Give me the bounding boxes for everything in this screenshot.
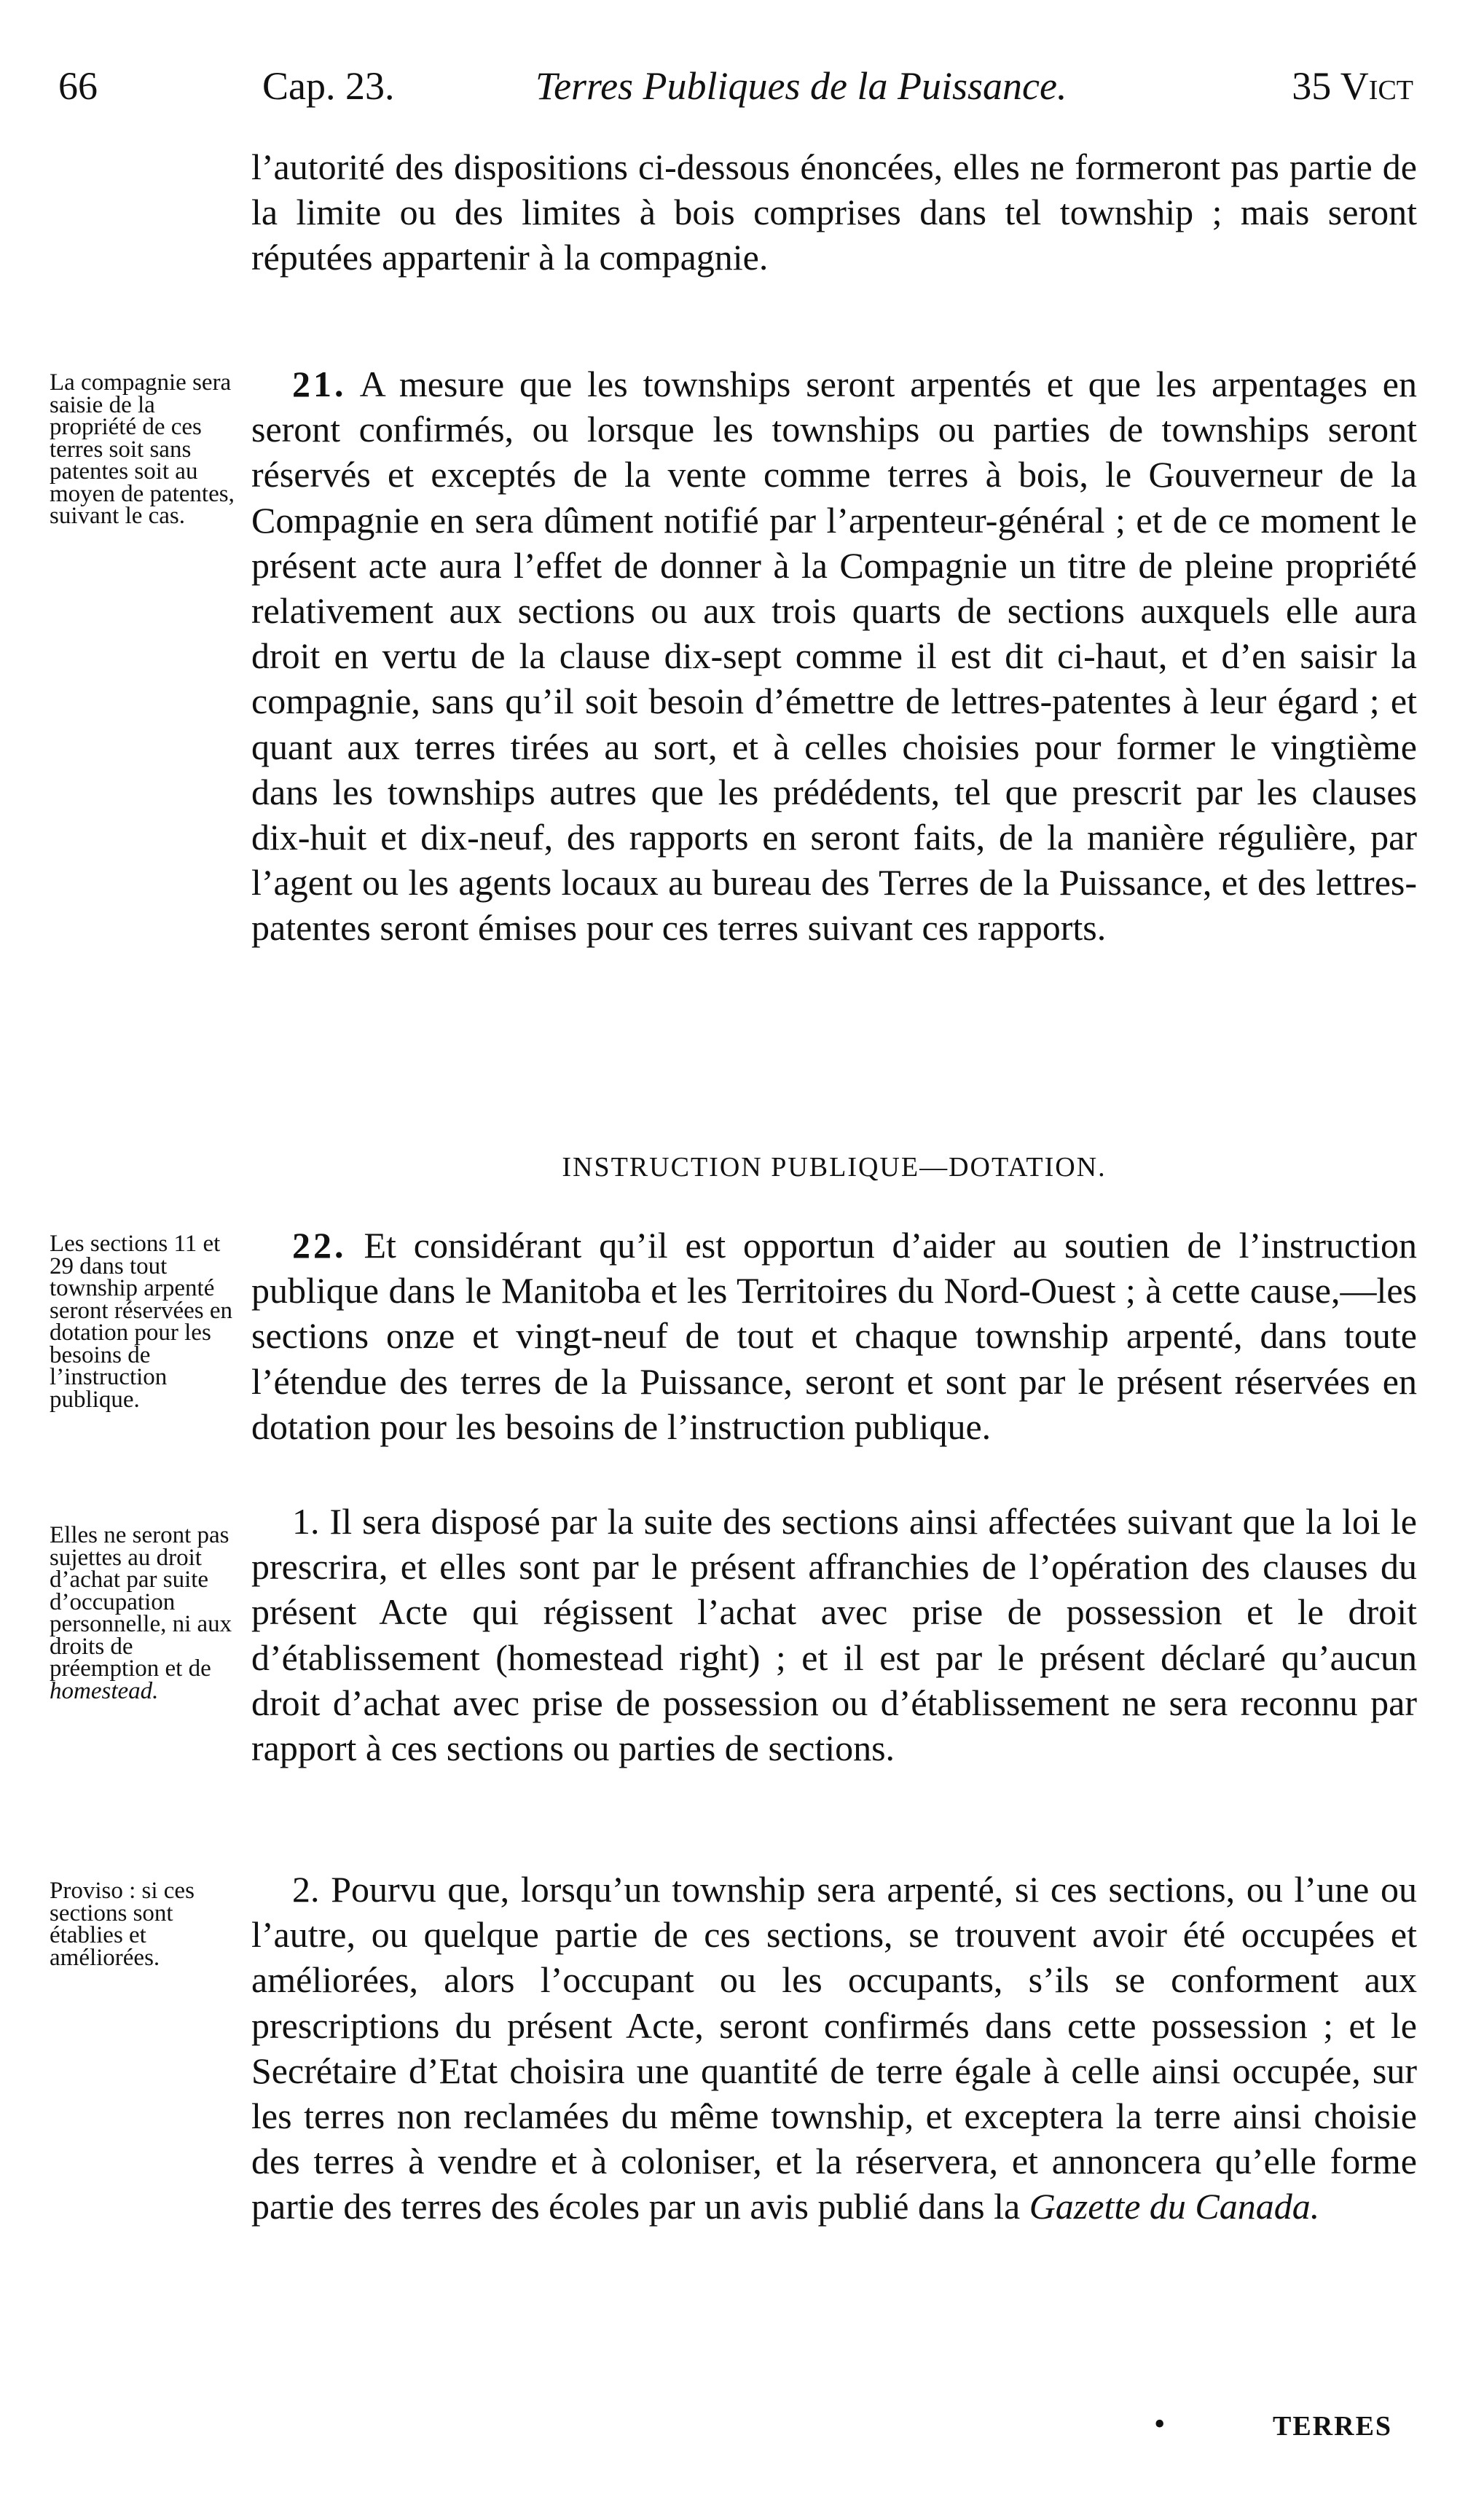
marginal-note-section-21: La compagnie sera saisie de la propriété de ces terres soit sans patentes soit au moyen de patentes, suivant le cas.: [50, 369, 235, 529]
chapter-label: Cap. 23.: [262, 64, 395, 108]
subsection-1-number: 1.: [292, 1501, 320, 1542]
regnal-year: 35 Vict: [1292, 64, 1413, 108]
section-22-number: 22.: [292, 1225, 347, 1266]
ink-dot: •: [1154, 2406, 1166, 2442]
section-21-paragraph: [251, 361, 1417, 951]
section-22-text: Et considérant qu’il est opportun d’aider au soutien de l’instruction publique dans le Manitoba et les Territoires du Nord-Ouest ; à cette cause,—les sections onze et vingt-neuf de tout et chaque township arpenté, dans toute l’étendue des terres de la Puissance, seront et sont par le présent réservées en dotation pour les besoins de l’instruction publique.: [251, 1225, 1418, 1447]
catchword: TERRES: [1273, 2411, 1393, 2442]
subsection-2-text: Pourvu que, lorsqu’un township sera arpenté, si ces sections, ou l’une ou l’autre, ou quelque partie de ces sections, se trouvent avoir été occupées et améliorées, alors l’occupant ou les occupants, s’ils se conforment aux prescriptions du présent Acte, seront confirmés dans cette possession ; et le Secrétaire d’Etat choisira une quantité de terre égale à celle ainsi occupée, sur les terres non reclamées du même township, et exceptera la terre ainsi choisie des terres à vendre et à coloniser, et la réservera, et annoncera qu’elle forme partie des terres des écoles par un avis publié dans la: [251, 1869, 1417, 2227]
subsection-2: [251, 1867, 1417, 2230]
subsection-2-number: 2.: [292, 1869, 320, 1910]
section-21: [251, 361, 1417, 951]
marginal-note-sub1-italic: homestead.: [50, 1677, 159, 1704]
gazette-reference: Gazette du Canada.: [1029, 2186, 1320, 2227]
section-heading: INSTRUCTION PUBLIQUE—DOTATION.: [562, 1152, 1107, 1183]
running-header: [51, 57, 1421, 115]
intro-text: l’autorité des dispositions ci-dessous énoncées, elles ne formeront pas partie de la limite ou des limites à bois comprises dans tel township ; mais seront réputées appartenir à la compagnie.: [251, 146, 1417, 278]
marginal-note-section-22: Les sections 11 et 29 dans tout township arpenté seront réservées en dotation pour les besoins de l’instruction publique.: [50, 1231, 233, 1413]
subsection-1: [251, 1499, 1417, 1771]
subsection-2-paragraph: [251, 1867, 1417, 2230]
section-21-text: A mesure que les townships seront arpentés et que les arpentages en seront confirmés, ou lorsque les townships ou parties de townships seront réservés et exceptés de la vente comme terres à bois, le Gouverneur de la Compagnie en sera dûment notifié par l’arpenteur-général ; et de ce moment le présent acte aura l’effet de donner à la Compagnie un titre de pleine propriété relativement aux sections ou aux trois quarts de sections auxquels elle aura droit en vertu de la clause dix-sept comme il est dit ci-haut, et d’en saisir la compagnie, sans qu’il soit besoin d’émettre de lettres-patentes à leur égard ; et quant aux terres tirées au sort, et à celles choisies pour former le vingtième dans les townships autres que les prédédents, tel que prescrit par les clauses dix-huit et dix-neuf, des rapports en seront faits, de la manière régulière, par l’agent ou les agents locaux au bureau des Terres de la Puissance, et des lettres-patentes seront émises pour ces terres suivant ces rapports.: [251, 364, 1418, 949]
intro-paragraph: [251, 144, 1417, 281]
subsection-1-text: Il sera disposé par la suite des sections ainsi affectées suivant que la loi le prescrira, et elles sont par le présent affranchies de l’opération des clauses du présent Acte qui régissent l’achat avec prise de possession et le droit d’établissement (homestead right) ; et il est par le présent déclaré qu’aucun droit d’achat avec prise de possession ou d’établissement ne sera reconnu par rapport à ces sections ou parties de sections.: [251, 1501, 1417, 1769]
section-22-paragraph: [251, 1223, 1417, 1449]
section-21-number: 21.: [292, 364, 347, 404]
page-number: 66: [58, 64, 98, 108]
subsection-1-paragraph: [251, 1499, 1417, 1771]
marginal-note-subsection-2: Proviso : si ces sections sont établies et améliorées.: [50, 1878, 195, 1971]
marginal-note-subsection-1: [50, 1524, 245, 1702]
marginal-note-sub1-text: Elles ne seront pas sujettes au droit d’achat par suite d’occupation personnelle, ni aux droits de préemption et de: [50, 1522, 232, 1682]
section-22: [251, 1223, 1417, 1449]
running-title: Terres Publiques de la Puissance.: [535, 64, 1067, 108]
